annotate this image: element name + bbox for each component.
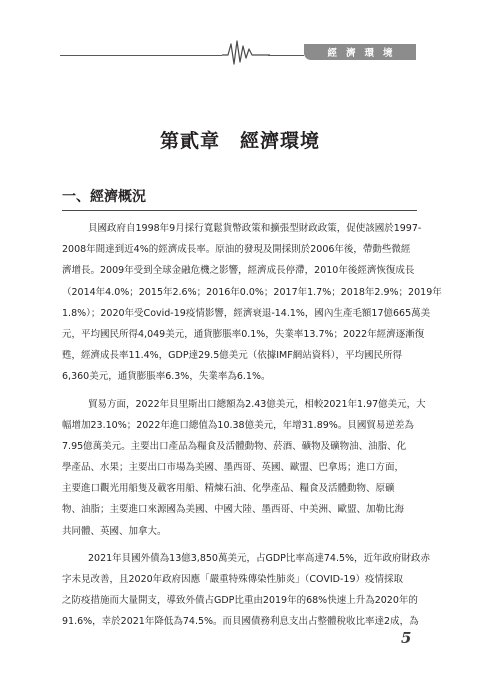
text-line: 主要進口觀光用船隻及載客用船、精煉石油、化學產品、糧食及活體動物、原礦	[62, 483, 395, 495]
running-header-title: 經濟環境	[327, 48, 402, 59]
paragraph	[62, 548, 431, 633]
paragraph	[62, 394, 426, 542]
text-line: 6,360美元，通貨膨脹率6.3%，失業率為6.1%。	[62, 371, 271, 383]
text-line: 幅增加23.10%；2022年進口總值為10.38億美元，年增31.89%。貝國貿易逆差為	[62, 419, 414, 431]
text-line: 7.95億萬美元。主要出口產品為糧食及活體動物、菸酒、礦物及礦物油、油脂、化	[62, 440, 407, 452]
text-line: 貿易方面，2022年貝里斯出口總額為2.43億美元，相較2021年1.97億美元，大	[88, 398, 426, 410]
text-line: 2021年貝國外債為13億3,850萬美元，占GDP比率高達74.5%，近年政府財政赤	[88, 552, 431, 564]
text-line: 2008年間達到近4%的經濟成長率。原油的發現及開採則於2006年後，帶動些微經	[62, 244, 411, 256]
header-rule-left	[60, 55, 222, 56]
text-line: 字未見改善，且2020年政府因應「嚴重特殊傳染性肺炎」（COVID-19）疫情採取	[62, 574, 404, 585]
text-line: 之防疫措施而大量開支，導致外債占GDP比重由2019年的68%快速上升為2020年的	[62, 595, 418, 607]
text-line: 物、油脂；主要進口來源國為美國、中國大陸、墨西哥、中美洲、歐盟、加勒比海	[62, 504, 405, 516]
page-number: 5	[401, 629, 412, 647]
text-line: 1.8%）；2020年受Covid-19疫情影響，經濟衰退-14.1%，國內生產毛額17億665萬美	[62, 307, 431, 319]
chapter-title: 第貳章 經濟環境	[159, 130, 320, 152]
section-title: 一、經濟概況	[62, 186, 417, 211]
body-text	[62, 218, 442, 633]
section-heading	[62, 186, 417, 211]
text-line: 貝國政府自1998年9月採行寬鬆貨幣政策和擴張型財政政策，促使該國於1997-	[88, 223, 422, 234]
text-line: 學產品、水果；主要出口市場為美國、墨西哥、英國、歐盟、巴拿馬；進口方面，	[62, 462, 405, 474]
text-line: 91.6%，幸於2021年降低為74.5%。而貝國債務利息支出占整體稅收比率達2成，為	[62, 616, 419, 628]
text-line: 元，平均國民所得4,049美元，通貨膨脹率0.1%，失業率13.7%；2022年經濟逐漸復	[62, 328, 425, 340]
heartbeat-wave-icon	[222, 38, 270, 66]
text-line: 濟增長。2009年受到全球金融危機之影響，經濟成長停滯，2010年後經濟恢復成長	[62, 265, 415, 277]
running-header-tab	[304, 44, 416, 60]
paragraph	[62, 218, 442, 388]
text-line: （2014年4.0%；2015年2.6%；2016年0.0%；2017年1.7%；2018年2.9%；2019年	[62, 286, 442, 298]
text-line: 甦，經濟成長率11.4%，GDP達29.5億美元（依據IMF網站資料），平均國民所得	[62, 350, 402, 362]
text-line: 共同體、英國、加拿大。	[62, 525, 167, 537]
header-rule-right	[268, 55, 304, 56]
